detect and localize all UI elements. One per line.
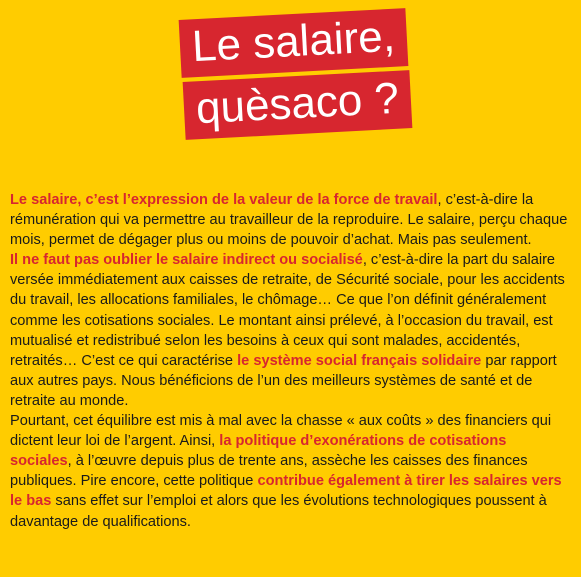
article-body — [10, 190, 570, 532]
title-line-2: quèsaco ? — [183, 70, 413, 140]
body-text: Pourtant, cet équilibre est mis à mal avec la chasse « aux coûts » des financiers qui dictent leur loi de l’argent. Ainsi, — [10, 413, 552, 450]
body-text: par rapport aux autres pays. Nous bénéficions de l’un des meilleurs systèmes de santé et de retraite au monde. — [10, 352, 557, 409]
highlight-text: Il ne faut pas oublier le salaire indirect ou socialisé — [10, 252, 363, 269]
body-text: , c’est-à-dire la part du salaire versée immédiatement aux caisses de retraite, de Sécurité sociale, pour les accidents du travail, les allocations familiales, le chômage… Ce que l’on définit généralement comme les cotisations sociales. Le montant ainsi prélevé, à l’occasion du travail, est mutualisé et redistribué selon les besoins à ceux qui sont malades, accidentés, retraités… C’est ce qui caractérise — [10, 252, 565, 369]
highlight-text: la politique d’exonérations de cotisations sociales — [10, 433, 507, 470]
body-text: , à l’œuvre depuis plus de trente ans, assèche les caisses des finances publiques. Pire encore, cette politique — [10, 453, 528, 490]
body-text: sans effet sur l’emploi et alors que les évolutions technologiques poussent à davantage de qualifications. — [10, 493, 547, 530]
paragraph-2 — [10, 250, 570, 411]
paragraph-1 — [10, 190, 570, 250]
highlight-text: contribue également à tirer les salaires vers le bas — [10, 473, 562, 510]
highlight-text: le système social français solidaire — [237, 352, 482, 369]
title-line-1: Le salaire, — [179, 8, 409, 78]
highlight-text: Le salaire, c’est l’expression de la valeur de la force de travail — [10, 192, 438, 208]
title-block — [0, 11, 581, 134]
paragraph-3 — [10, 411, 570, 532]
body-text: , c’est-à-dire la rémunération qui va permettre au travailleur de la reproduire. Le salaire, perçu chaque mois, permet de dégager plus ou moins de pouvoir d’achat. Mais pas seulement. — [10, 192, 568, 249]
